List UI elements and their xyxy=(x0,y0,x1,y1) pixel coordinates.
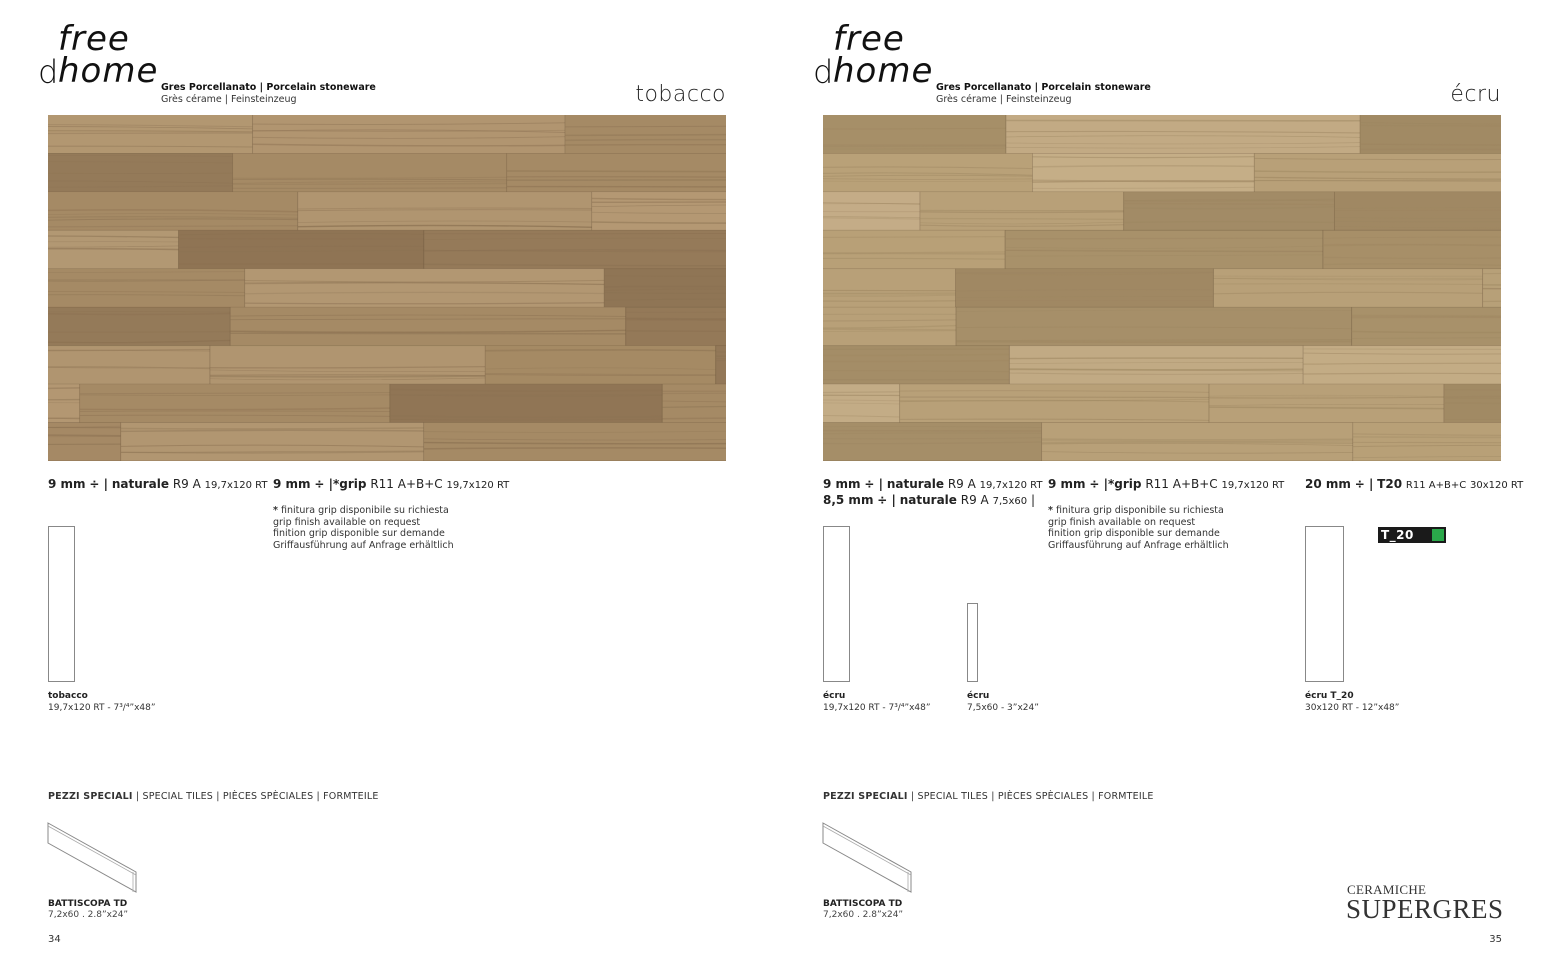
t20-badge-green-mark xyxy=(1432,529,1444,541)
battiscopa-drawing xyxy=(47,822,139,894)
right-page xyxy=(775,0,1550,968)
spec-finish: naturale xyxy=(111,477,170,491)
spec-thickness: 20 mm xyxy=(1305,477,1351,491)
spec-naturale: 9 mm ÷ | naturale R9 A 19,7x120 RT xyxy=(48,477,268,491)
spec-slip: R9 A xyxy=(960,493,989,507)
battiscopa-size: 7,2x60 . 2.8”x24” xyxy=(823,910,904,920)
logo-home: home xyxy=(833,51,934,91)
spec-thickness: 8,5 mm xyxy=(823,493,874,507)
page-number: 35 xyxy=(1489,934,1502,945)
spec-slip: R11 A+B+C xyxy=(1405,480,1467,491)
t20-badge xyxy=(1378,527,1446,543)
spec-thickness: 9 mm xyxy=(1048,477,1086,491)
grip-note: * finitura grip disponibile su richiesta grip finish available on request finition grip disponible sur demande Griffausführung auf Anfrage erhältlich xyxy=(273,505,454,551)
special-title: PEZZI SPECIALI xyxy=(823,791,908,802)
spec-thickness: 9 mm xyxy=(48,477,86,491)
tile-outline-t20 xyxy=(1305,526,1344,682)
tile-caption-name: écru T_20 xyxy=(1305,691,1354,701)
note-line-de: Griffausführung auf Anfrage erhältlich xyxy=(273,539,454,551)
material-line-2: Grès cérame | Feinsteinzeug xyxy=(936,94,1072,105)
logo-d: d xyxy=(38,53,59,91)
note-line-en: grip finish available on request xyxy=(1048,516,1196,528)
note-line-fr: finition grip disponible sur demande xyxy=(1048,528,1220,539)
spec-slip: R9 A xyxy=(172,477,201,491)
note-line-en: grip finish available on request xyxy=(273,516,421,528)
material-line-2: Grès cérame | Feinsteinzeug xyxy=(161,94,297,105)
tile-caption-size: 19,7x120 RT - 7³/⁴”x48” xyxy=(823,703,931,713)
note-line-de: Griffausführung auf Anfrage erhältlich xyxy=(1048,539,1229,551)
spec-slip: R11 A+B+C xyxy=(370,477,443,491)
spec-finish: *grip xyxy=(333,477,367,491)
special-subtitle: | SPECIAL TILES | PIÈCES SPÈCIALES | FORMTEILE xyxy=(910,791,1154,802)
note-line-fr: finition grip disponible sur demande xyxy=(273,528,445,539)
material-line-1: Gres Porcellanato | Porcelain stoneware xyxy=(936,82,1151,93)
spec-size: 19,7x120 RT xyxy=(1221,480,1285,491)
tile-caption-size: 19,7x120 RT - 7³/⁴”x48” xyxy=(48,703,156,713)
t20-badge-label: T_20 xyxy=(1381,528,1414,542)
tile-outline xyxy=(48,526,75,682)
spec-size: 19,7x120 RT xyxy=(979,480,1043,491)
spec-slip: R9 A xyxy=(947,477,976,491)
color-name: tobacco xyxy=(635,82,726,107)
spec-naturale: 9 mm ÷ | naturale R9 A 19,7x120 RT xyxy=(823,477,1043,491)
battiscopa-name: BATTISCOPA TD xyxy=(823,899,903,909)
spec-size: 19,7x120 RT xyxy=(446,480,510,491)
tile-outline-small xyxy=(967,603,978,682)
battiscopa-size: 7,2x60 . 2.8”x24” xyxy=(48,910,129,920)
spec-t20: 20 mm ÷ | T20 R11 A+B+C 30x120 RT xyxy=(1305,477,1524,491)
spec-grip: 9 mm ÷ |*grip R11 A+B+C 19,7x120 RT xyxy=(1048,477,1285,491)
company-line-1: CERAMICHE xyxy=(1347,882,1427,897)
spec-size: 19,7x120 RT xyxy=(204,480,268,491)
wood-texture-image xyxy=(823,115,1501,461)
note-line-it: finitura grip disponibile su richiesta xyxy=(1056,505,1224,516)
tile-caption-name: tobacco xyxy=(48,691,88,701)
special-tiles-heading xyxy=(823,791,1154,802)
logo-d: d xyxy=(813,53,834,91)
tile-caption-size: 30x120 RT - 12”x48” xyxy=(1305,703,1400,713)
battiscopa-name: BATTISCOPA TD xyxy=(48,899,128,909)
spec-thickness: 9 mm xyxy=(273,477,311,491)
special-subtitle: | SPECIAL TILES | PIÈCES SPÈCIALES | FORMTEILE xyxy=(135,791,379,802)
spec-grip: 9 mm ÷ |*grip R11 A+B+C 19,7x120 RT xyxy=(273,477,510,491)
tile-outline xyxy=(823,526,850,682)
tile-caption-name: écru xyxy=(967,691,990,701)
special-tiles-heading xyxy=(48,791,379,802)
logo-home: home xyxy=(58,51,159,91)
spec-finish: *grip xyxy=(1108,477,1142,491)
wood-texture-image xyxy=(48,115,726,461)
spec-finish: naturale xyxy=(899,493,957,507)
battiscopa-drawing xyxy=(822,822,914,894)
tile-caption-size: 7,5x60 - 3”x24” xyxy=(967,703,1039,713)
spec-size: 30x120 RT xyxy=(1470,480,1524,491)
spec-finish: T20 xyxy=(1377,477,1403,491)
spec-slip: R11 A+B+C xyxy=(1145,477,1218,491)
special-title: PEZZI SPECIALI xyxy=(48,791,133,802)
company-logo: SUPERGRES xyxy=(1346,894,1504,924)
page-number: 34 xyxy=(48,934,61,945)
note-line-it: finitura grip disponibile su richiesta xyxy=(281,505,449,516)
tile-caption-name: écru xyxy=(823,691,846,701)
spec-finish: naturale xyxy=(886,477,945,491)
spec-naturale-small: 8,5 mm ÷ | naturale R9 A 7,5x60 | xyxy=(823,493,1035,507)
spec-thickness: 9 mm xyxy=(823,477,861,491)
material-line-1: Gres Porcellanato | Porcelain stoneware xyxy=(161,82,376,93)
spec-size: 7,5x60 xyxy=(992,496,1028,507)
grip-note: * finitura grip disponibile su richiesta grip finish available on request finition grip disponible sur demande Griffausführung auf Anfrage erhältlich xyxy=(1048,505,1229,551)
color-name: écru xyxy=(1450,82,1501,107)
logo-free: free xyxy=(833,19,905,59)
logo-free: free xyxy=(58,19,130,59)
